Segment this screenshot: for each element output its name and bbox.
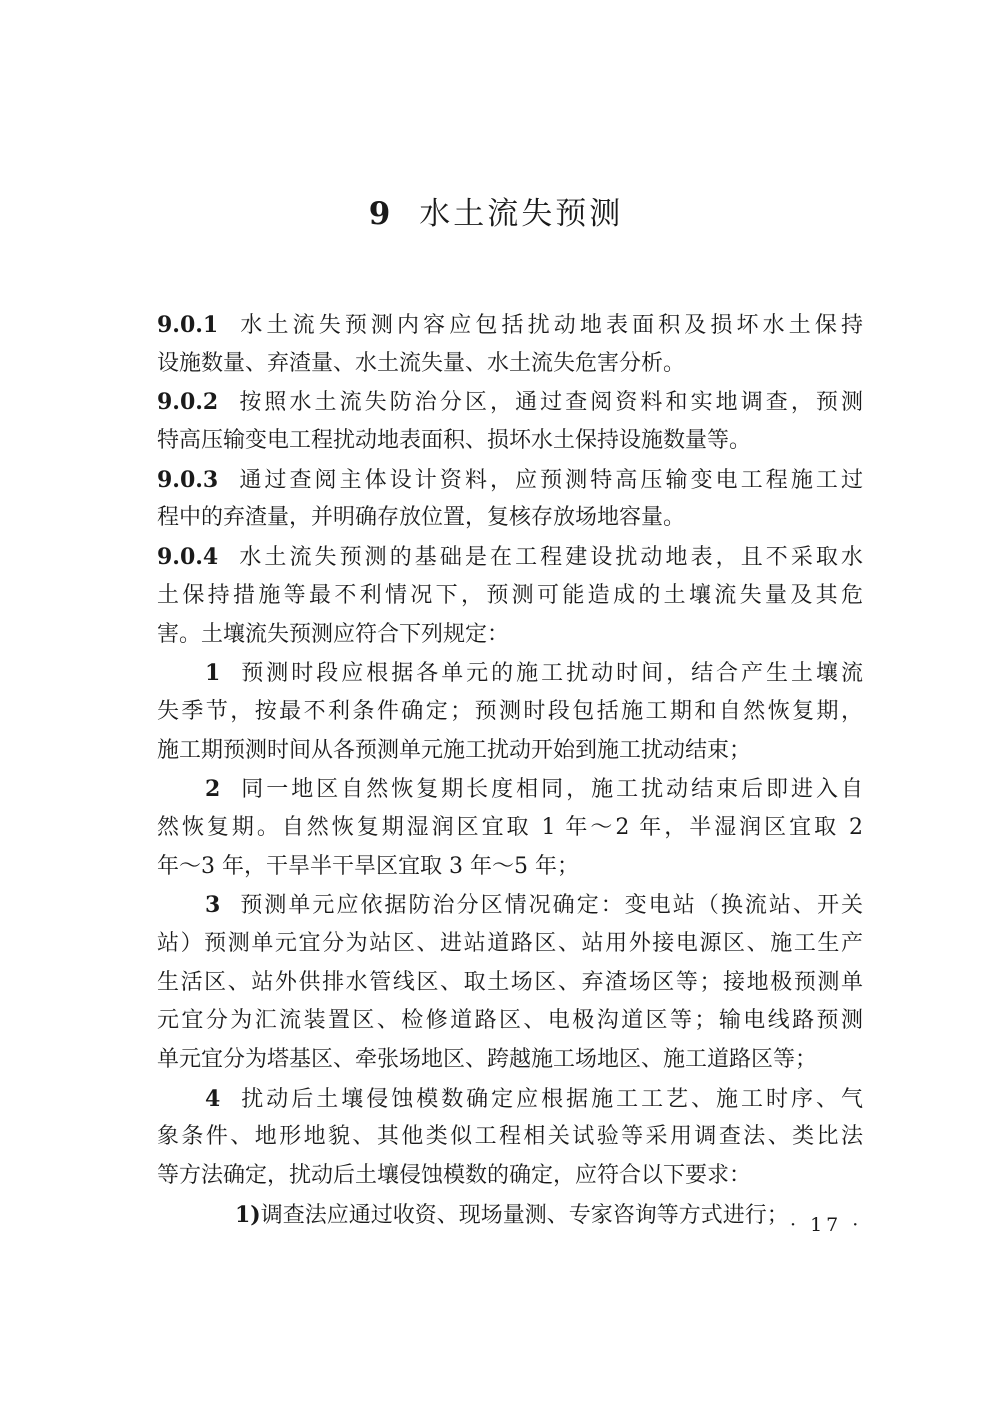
item-number: 4 xyxy=(205,1085,221,1112)
item-text: 同一地区自然恢复期长度相同，施工扰动结束后即进入自 xyxy=(238,777,863,803)
item-4-line-3: 等方法确定，扰动后土壤侵蚀模数的确定，应符合以下要求： xyxy=(157,1163,752,1189)
item-number: 2 xyxy=(205,776,221,803)
clause-9-0-3-line-1 xyxy=(157,461,863,500)
item-text: 预测时段应根据各单元的施工扰动时间，结合产生土壤流 xyxy=(238,661,863,687)
item-3-line-3: 生活区、站外供排水管线区、取土场区、弃渣场区等；接地极预测单 xyxy=(157,969,863,995)
item-1-line-1 xyxy=(157,654,863,693)
clause-text: 水土流失预测的基础是在工程建设扰动地表，且不采取水 xyxy=(236,545,863,571)
item-number: 1 xyxy=(205,660,221,687)
page-number: · 17 · xyxy=(790,1214,863,1236)
clause-text: 按照水土流失防治分区，通过查阅资料和实地调查，预测 xyxy=(236,390,863,416)
item-1-line-3: 施工期预测时间从各预测单元施工扰动开始到施工扰动结束； xyxy=(157,737,752,763)
item-text: 扰动后土壤侵蚀模数确定应根据施工工艺、施工时序、气 xyxy=(238,1086,863,1112)
chapter-title xyxy=(0,188,992,233)
item-4-line-2: 象条件、地形地貌、其他类似工程相关试验等采用调查法、类比法 xyxy=(157,1124,863,1150)
chapter-number: 9 xyxy=(368,196,394,232)
item-4-line-1 xyxy=(157,1080,863,1119)
clause-9-0-1-line-1 xyxy=(157,306,863,345)
subitem-1 xyxy=(157,1196,863,1235)
item-3-line-4: 元宜分为汇流装置区、检修道路区、电极沟道区等；输电线路预测 xyxy=(157,1008,863,1034)
clause-9-0-2-line-1 xyxy=(157,383,863,422)
item-3-line-2: 站）预测单元宜分为站区、进站道路区、站用外接电源区、施工生产 xyxy=(157,931,863,956)
clause-9-0-4-line-1 xyxy=(157,538,863,577)
item-3-line-1 xyxy=(157,886,863,925)
clause-text: 通过查阅主体设计资料，应预测特高压输变电工程施工过 xyxy=(236,467,863,493)
clause-9-0-1-line-2: 设施数量、弃渣量、水土流失量、水土流失危害分析。 xyxy=(157,350,686,376)
clause-number: 9.0.2 xyxy=(157,389,219,416)
subitem-text: 调查法应通过收资、现场量测、专家咨询等方式进行； xyxy=(260,1202,789,1228)
item-2-line-3: 年～3 年，干旱半干旱区宜取 3 年～5 年； xyxy=(157,853,579,879)
item-number: 3 xyxy=(205,892,221,919)
body-text xyxy=(157,306,863,1235)
clause-9-0-3-line-2: 程中的弃渣量，并明确存放位置，复核存放场地容量。 xyxy=(157,505,686,531)
clause-number: 9.0.4 xyxy=(157,544,219,571)
item-3-line-5: 单元宜分为塔基区、牵张场地区、跨越施工场地区、施工道路区等； xyxy=(157,1047,818,1073)
item-1-line-2: 失季节，按最不利条件确定；预测时段包括施工期和自然恢复期， xyxy=(157,698,863,724)
chapter-title-text: 水土流失预测 xyxy=(419,196,624,232)
subitem-number: 1) xyxy=(235,1201,261,1228)
item-2-line-2: 然恢复期。自然恢复期湿润区宜取 1 年～2 年，半湿润区宜取 2 xyxy=(157,814,863,840)
item-2-line-1 xyxy=(157,770,863,809)
clause-9-0-2-line-2: 特高压输变电工程扰动地表面积、损坏水土保持设施数量等。 xyxy=(157,428,752,454)
clause-9-0-4-line-3: 害。土壤流失预测应符合下列规定： xyxy=(157,621,510,647)
clause-number: 9.0.3 xyxy=(157,466,219,493)
clause-text: 水土流失预测内容应包括扰动地表面积及损坏水土保持 xyxy=(236,313,863,338)
clause-9-0-4-line-2: 土保持措施等最不利情况下，预测可能造成的土壤流失量及其危 xyxy=(157,582,863,608)
item-text: 预测单元应依据防治分区情况确定：变电站（换流站、开关 xyxy=(238,893,863,919)
clause-number: 9.0.1 xyxy=(157,312,219,338)
